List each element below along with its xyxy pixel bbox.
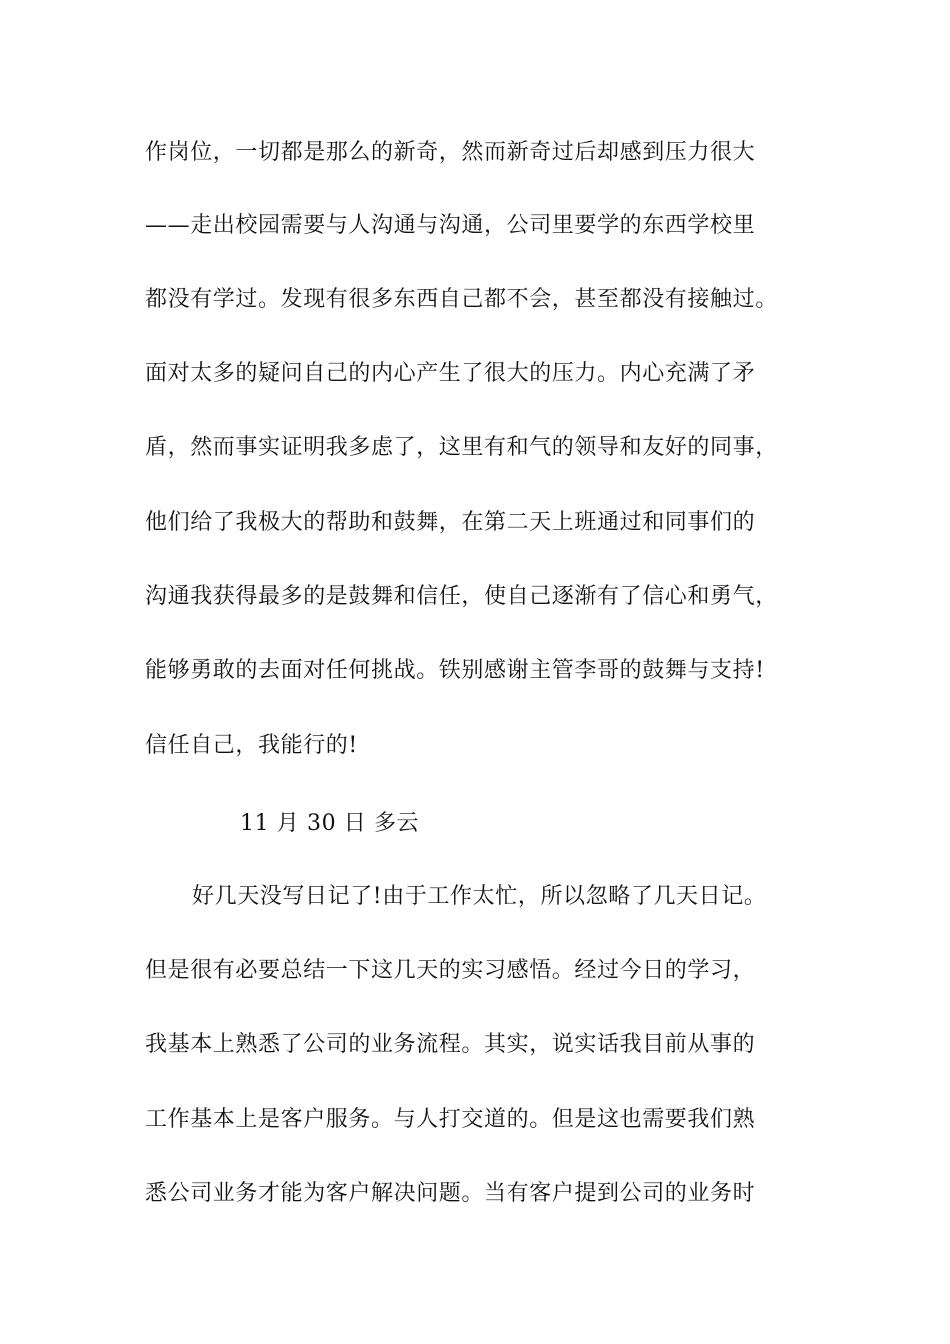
paragraph-line: 好几天没写日记了!由于工作太忙，所以忽略了几天日记。 <box>192 884 767 909</box>
paragraph-line: 作岗位，一切都是那么的新奇，然而新奇过后却感到压力很大 <box>145 140 756 165</box>
paragraph-line: 我基本上熟悉了公司的业务流程。其实，说实话我目前从事的 <box>145 1032 756 1057</box>
paragraph-line: 但是很有必要总结一下这几天的实习感悟。经过今日的学习， <box>145 958 756 983</box>
paragraph-line: 盾，然而事实证明我多虑了，这里有和气的领导和友好的同事， <box>145 435 778 460</box>
paragraph-line: 面对太多的疑问自己的内心产生了很大的压力。内心充满了矛 <box>145 361 756 386</box>
diary-date-heading: 11 月 30 日 多云 <box>240 811 420 836</box>
paragraph-line: 能够勇敢的去面对任何挑战。铁别感谢主管李哥的鼓舞与支持! <box>145 658 765 683</box>
paragraph-line: 他们给了我极大的帮助和鼓舞，在第二天上班通过和同事们的 <box>145 510 756 535</box>
paragraph-line: 沟通我获得最多的是鼓舞和信任，使自己逐渐有了信心和勇气， <box>145 584 778 609</box>
paragraph-line: 悉公司业务才能为客户解决问题。当有客户提到公司的业务时 <box>145 1181 756 1206</box>
paragraph-line: ——走出校园需要与人沟通与沟通，公司里要学的东西学校里 <box>145 213 756 238</box>
paragraph-line: 都没有学过。发现有很多东西自己都不会，甚至都没有接触过。 <box>145 287 778 312</box>
paragraph-line: 信任自己，我能行的! <box>145 733 358 758</box>
paragraph-line: 工作基本上是客户服务。与人打交道的。但是这也需要我们熟 <box>145 1107 756 1132</box>
